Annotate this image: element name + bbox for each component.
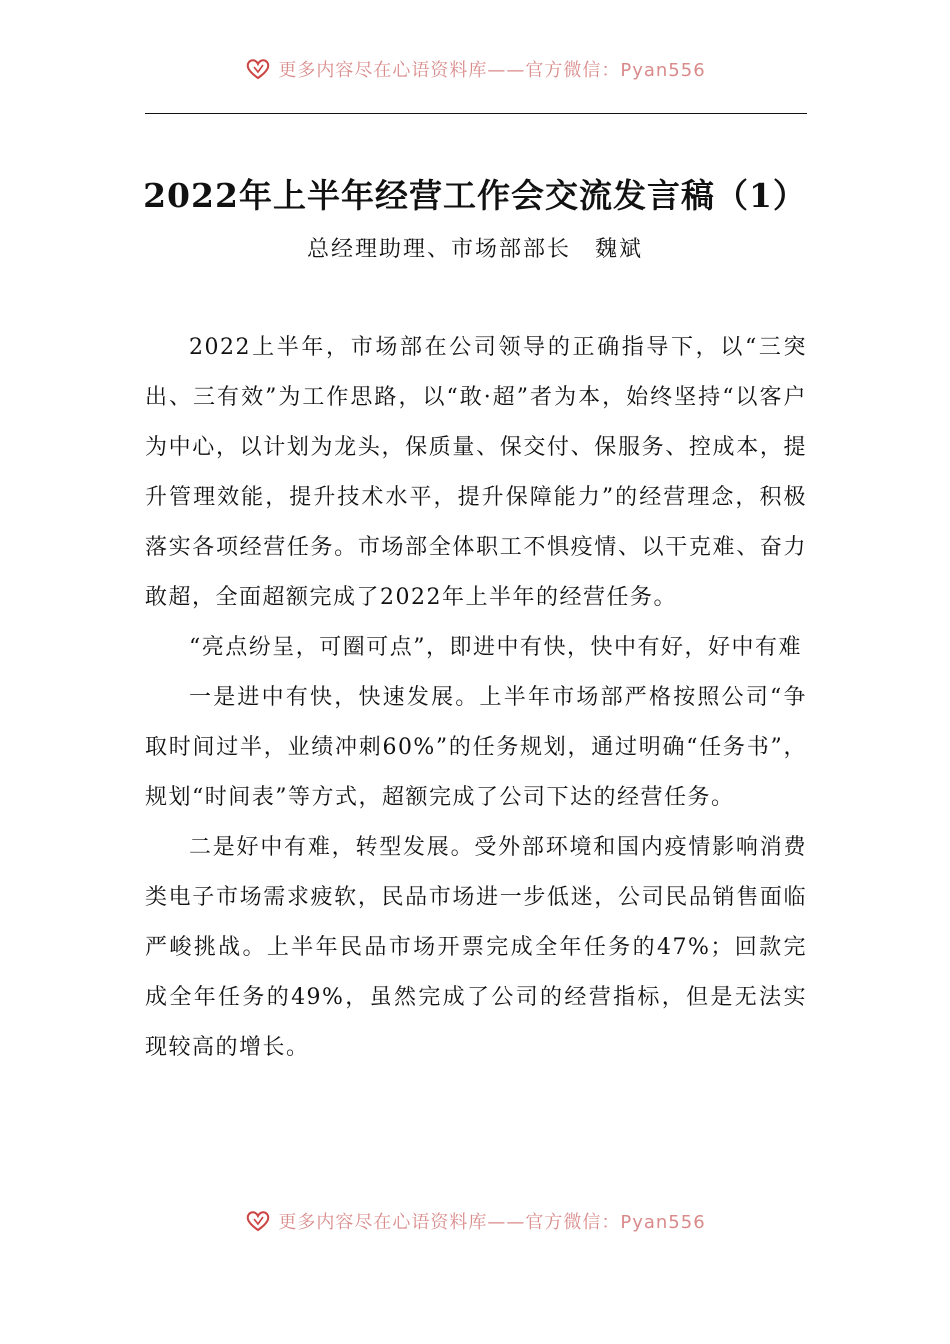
header-divider	[145, 113, 807, 114]
watermark-header	[0, 56, 950, 82]
watermark-text: 更多内容尽在心语资料库——官方微信：Pyan556	[278, 1212, 706, 1233]
document-title: 2022年上半年经营工作会交流发言稿（1）	[143, 176, 807, 215]
document-byline: 总经理助理、市场部部长 魏斌	[306, 237, 643, 262]
heart-logo-icon	[244, 1210, 272, 1232]
paragraph: 一是进中有快，快速发展。上半年市场部严格按照公司“争取时间过半，业绩冲刺60%”的任务规划，通过明确“任务书”，规划“时间表”等方式，超额完成了公司下达的经营任务。	[145, 685, 807, 810]
paragraph: 二是好中有难，转型发展。受外部环境和国内疫情影响消费类电子市场需求疲软，民品市场进一步低迷，公司民品销售面临严峻挑战。上半年民品市场开票完成全年任务的47%；回款完成全年任务的49%，虽然完成了公司的经营指标，但是无法实现较高的增长。	[145, 835, 807, 1060]
watermark-footer	[0, 1208, 950, 1234]
heart-logo-icon	[244, 58, 272, 80]
watermark-text: 更多内容尽在心语资料库——官方微信：Pyan556	[278, 60, 706, 81]
paragraph: “亮点纷呈，可圈可点”，即进中有快，快中有好，好中有难	[189, 635, 802, 660]
paragraph: 2022上半年，市场部在公司领导的正确指导下，以“三突出、三有效”为工作思路，以“敢·超”者为本，始终坚持“以客户为中心，以计划为龙头，保质量、保交付、保服务、控成本，提升管理效能，提升技术水平，提升保障能力”的经营理念，积极落实各项经营任务。市场部全体职工不惧疫情、以干克难、奋力敢超，全面超额完成了2022年上半年的经营任务。	[145, 335, 807, 610]
document-body	[145, 323, 807, 1073]
